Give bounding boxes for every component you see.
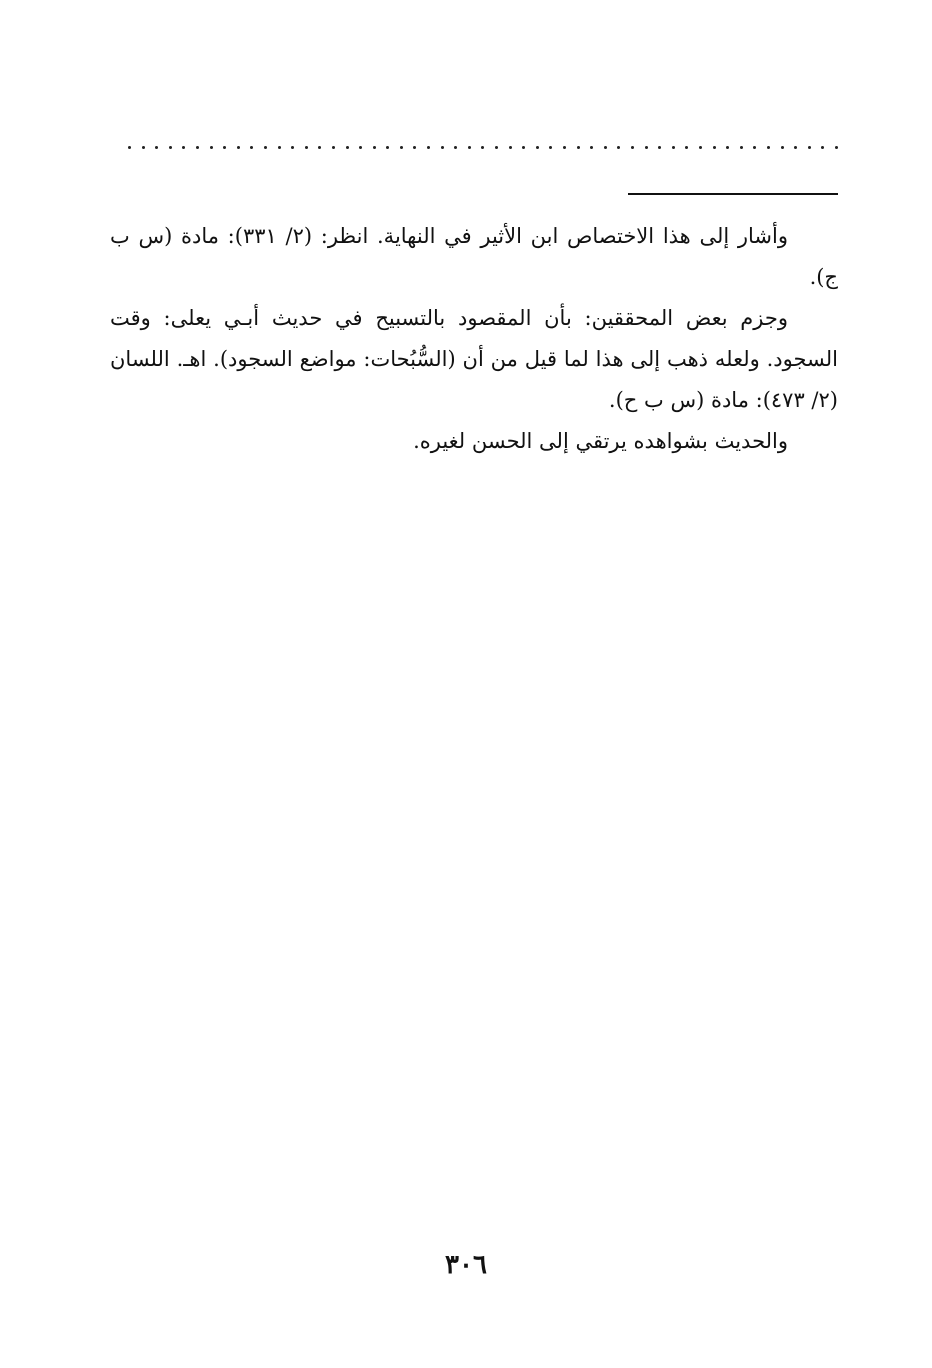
separator-dot (794, 146, 797, 149)
separator-dot (182, 146, 185, 149)
separator-dot (210, 146, 213, 149)
separator-dot (631, 146, 634, 149)
footnote-rule (628, 193, 838, 195)
separator-dot (155, 146, 158, 149)
separator-dot (264, 146, 267, 149)
separator-dot (359, 146, 362, 149)
separator-dot (346, 146, 349, 149)
separator-dot (781, 146, 784, 149)
separator-dot (590, 146, 593, 149)
separator-dot (169, 146, 172, 149)
separator-dot (821, 146, 824, 149)
separator-dot (604, 146, 607, 149)
separator-dot (713, 146, 716, 149)
separator-dot (699, 146, 702, 149)
separator-dot (753, 146, 756, 149)
footnote-paragraph: والحديث بشواهده يرتقي إلى الحسن لغيره. (413, 429, 788, 453)
separator-dot (549, 146, 552, 149)
separator-dot (685, 146, 688, 149)
separator-dot (128, 146, 131, 149)
separator-dot (454, 146, 457, 149)
separator-dot (808, 146, 811, 149)
separator-dot (196, 146, 199, 149)
separator-dot (481, 146, 484, 149)
separator-dot (495, 146, 498, 149)
separator-dot (468, 146, 471, 149)
separator-dot (332, 146, 335, 149)
separator-dot (726, 146, 729, 149)
separator-dot (318, 146, 321, 149)
separator-dot (400, 146, 403, 149)
footnote-paragraph: وأشار إلى هذا الاختصاص ابن الأثير في النهاية. انظر: (٢/ ٣٣١): مادة (س ب ج). (110, 224, 838, 289)
separator-dot (142, 146, 145, 149)
separator-dot (563, 146, 566, 149)
separator-dot (427, 146, 430, 149)
page-number: ٣٠٦ (445, 1250, 487, 1280)
separator-dot (305, 146, 308, 149)
footnotes-block (110, 216, 838, 462)
footnote-paragraph: وجزم بعض المحققين: بأن المقصود بالتسبيح في حديث أبـي يعلى: وقت السجود. ولعله ذهب إلى هذا لما قيل من أن (السُّبُحات: مواضع السجود). اهـ. اللسان (٢/ ٤٧٣): مادة (س ب ح). (110, 306, 838, 412)
separator-dot (536, 146, 539, 149)
separator-dot (658, 146, 661, 149)
separator-dot (577, 146, 580, 149)
separator-dot (645, 146, 648, 149)
separator-dot (373, 146, 376, 149)
separator-dot (278, 146, 281, 149)
separator-dot (740, 146, 743, 149)
separator-dot (237, 146, 240, 149)
separator-dot (835, 146, 838, 149)
separator-dot (617, 146, 620, 149)
separator-dot (223, 146, 226, 149)
separator-dot (672, 146, 675, 149)
separator-dot (441, 146, 444, 149)
separator-dot (767, 146, 770, 149)
separator-dot (413, 146, 416, 149)
separator-dot (522, 146, 525, 149)
dotted-separator (128, 139, 838, 155)
separator-dot (291, 146, 294, 149)
separator-dot (509, 146, 512, 149)
separator-dot (386, 146, 389, 149)
separator-dot (250, 146, 253, 149)
